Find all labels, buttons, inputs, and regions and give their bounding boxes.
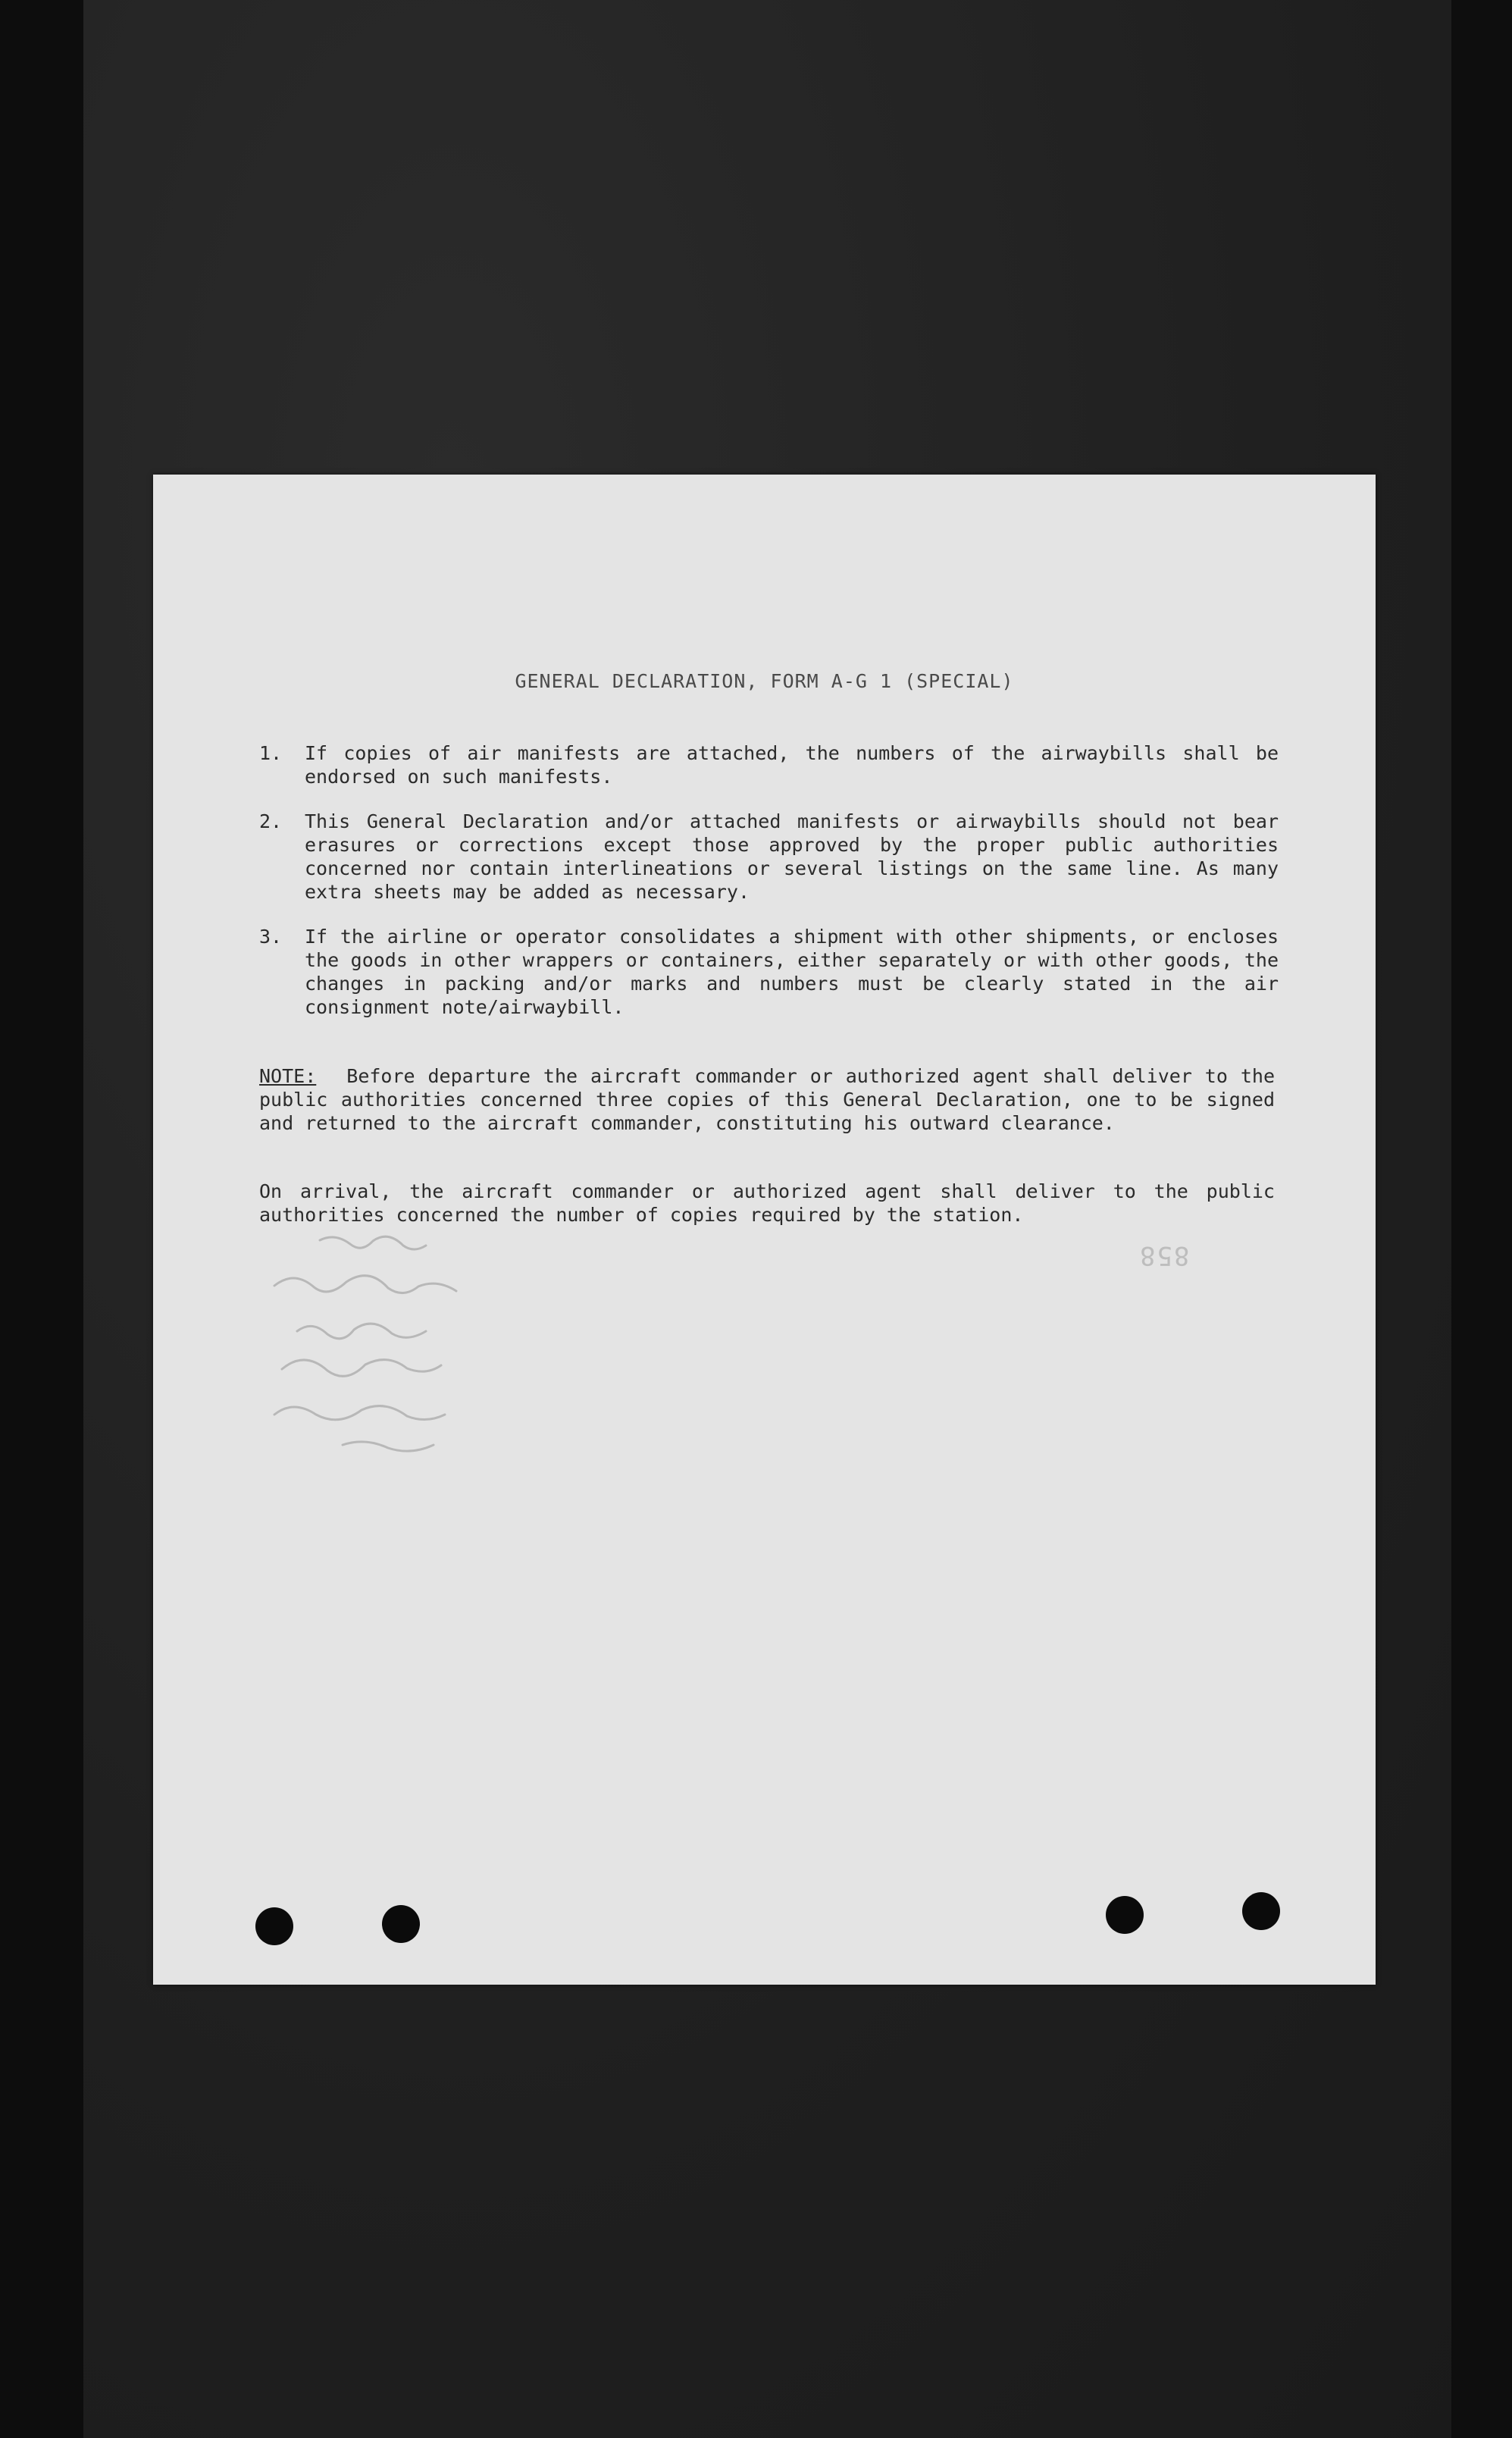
instruction-item-1 [259,741,1279,788]
document-title: GENERAL DECLARATION, FORM A-G 1 (SPECIAL) [515,670,1014,692]
item-text: This General Declaration and/or attached manifests or airwaybills should not bear erasures or corrections except those approved by the proper public authorities concerned nor contain interlineations or several listings on the same line. As many extra sheets may be added as necessary. [305,810,1279,903]
document-page [153,475,1376,1985]
note-label: NOTE: [259,1065,317,1087]
item-text: If the airline or operator consolidates a shipment with other shipments, or encloses the goods in other wrappers or containers, either separately or with other goods, the changes in packing and/or marks and numbers must be clearly stated in the air consignment note/airwaybill. [305,926,1279,1018]
scan-right-edge [1451,0,1512,2438]
binder-hole [1242,1892,1280,1930]
stamp-number: 858 [1138,1240,1190,1271]
binder-hole [382,1905,420,1943]
item-number: 1. [259,742,283,764]
scan-left-edge [0,0,83,2438]
note-text: Before departure the aircraft commander or authorized agent shall deliver to the public authorities concerned three copies of this General Declaration, one to be signed and returned to the aircraft commander, constituting his outward clearance. [259,1065,1275,1134]
arrival-paragraph: On arrival, the aircraft commander or authorized agent shall deliver to the public authorities concerned the number of copies required by the station. [259,1180,1275,1226]
note-paragraph [259,1064,1275,1135]
item-number: 2. [259,810,283,832]
binder-hole [255,1907,293,1945]
binder-hole [1106,1896,1144,1934]
faint-handwriting [229,1217,562,1468]
instruction-item-2 [259,810,1279,904]
item-number: 3. [259,926,283,948]
instruction-item-3 [259,925,1279,1019]
item-text: If copies of air manifests are attached, the numbers of the airwaybills shall be endorsed on such manifests. [305,742,1279,788]
